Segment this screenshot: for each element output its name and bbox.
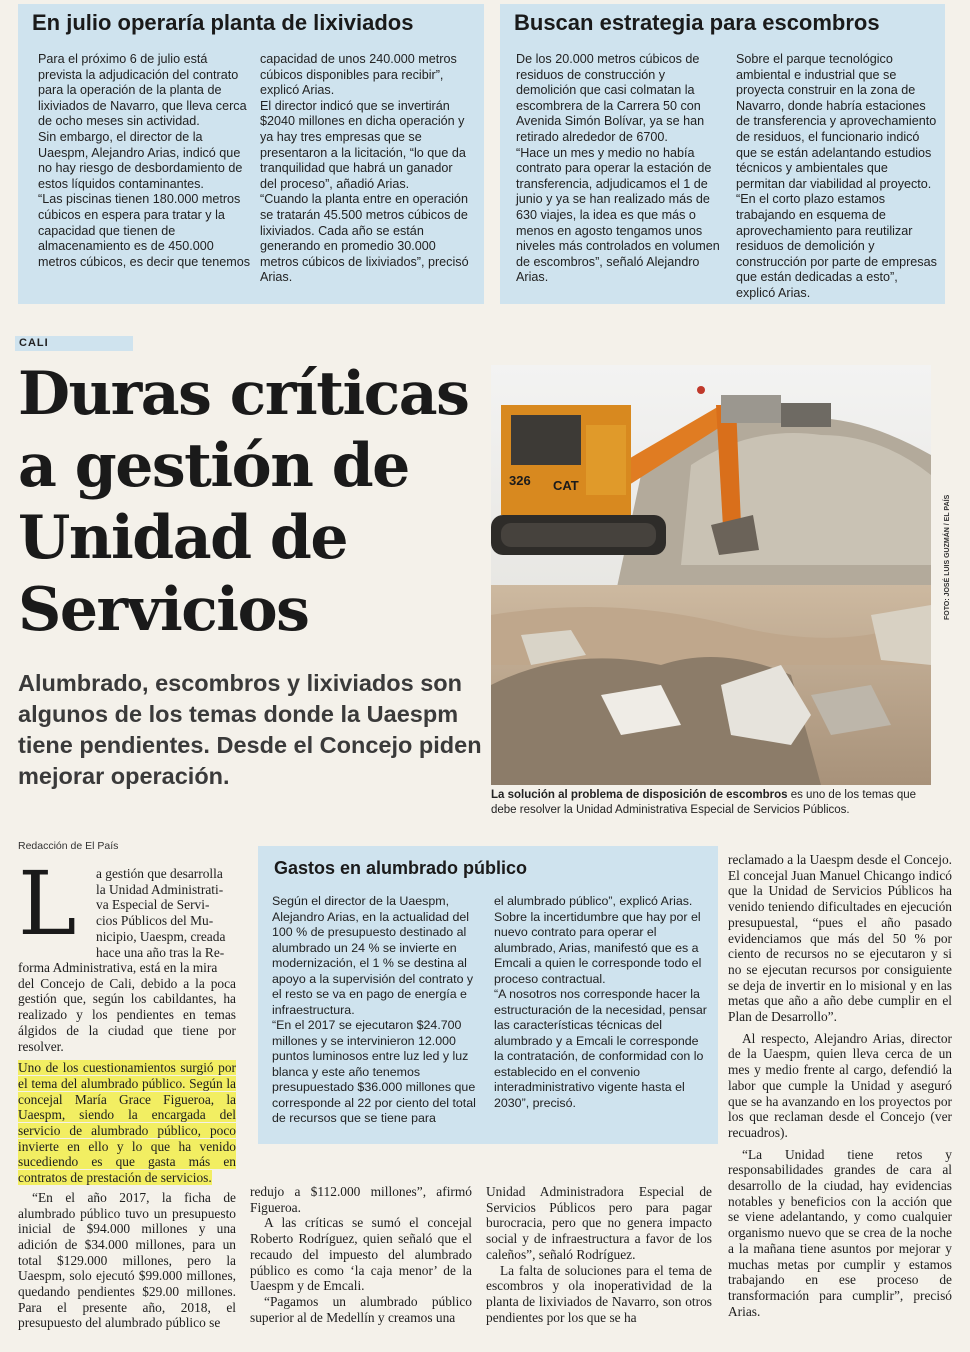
paragraph: A las críticas se sumó el concejal Roberto Rodríguez, quien señaló que el recaudo del impuesto del alumbrado público es como ‘la caja menor’ de la Uaespm y de Emcali. [250, 1215, 472, 1294]
paragraph: “A nosotros nos corresponde hacer la estructuración de la necesidad, pensar las características técnicas del alumbrado y a Emcali le corresponde la contratación, de conformidad con lo establecido en el convenio interadministrativo vigente hasta el 2030”, precisó. [494, 987, 707, 1110]
headline: Duras críticas a gestión de Unidad de Servicios [18, 359, 469, 645]
byline: Redacción de El País [18, 840, 119, 852]
drop-cap: L [18, 852, 77, 955]
lead-line: va Especial de Servi- [96, 897, 210, 913]
article-col3 [486, 1184, 712, 1325]
lead-line: nicipio, Uaespm, creada [96, 928, 226, 944]
paragraph: reclamado a la Uaespm desde el Concejo. El concejal Juan Manuel Chicango indicó que la Unidad de Servicios Públicos ha venido teniendo dificultades en ejecución presupuestal, “pues el año pasado evidenciamos que más del 50 % por ciento de recursos no se ejecutaron y si no se ejecutan recursos por consiguiente se deja de invertir en lo misional y en las metas que año a año debe cumplir en el Plan de Desarrollo”. [728, 852, 952, 1025]
article-col1 [18, 960, 236, 1331]
photo-illustration [491, 365, 931, 785]
lead-line: cios Públicos del Mu- [96, 913, 214, 929]
paragraph: La falta de soluciones para el tema de escombros y ola inoperatividad de la planta de lixiviados de Navarro, son otros pendientes por los que se ha [486, 1262, 712, 1325]
paragraph: capacidad de unos 240.000 metros cúbicos disponibles para recibir”, explicó Arias. [260, 52, 457, 98]
paragraph: Al respecto, Alejandro Arias, director de la Uaespm, quien lleva cerca de un mes y medio frente al cargo, defendió la labor que cumple la Unidad y aseguró que se ha avanzando en los proyectos por los que reclaman desde el Concejo (ver recuadros). [728, 1030, 952, 1140]
caption-bold: La solución al problema de disposición de escombros [491, 789, 788, 801]
lead-indented [96, 866, 236, 960]
deck: Alumbrado, escombros y lixiviados son algunos de los temas donde la Uaespm tiene pendientes. Desde el Concejo piden mejorar operación. [18, 670, 482, 789]
lead-line: hace una año tras la Re- [96, 944, 225, 960]
box-gastos-col2 [494, 894, 708, 1111]
paragraph: “En el 2017 se ejecutaron $24.700 millones y se intervinieron 12.000 puntos luminosos entre luz led y luz blanca y este año tenemos presupuestado $36.000 millones que corresponde al 22 por ciento del total de recursos que se tiene para [272, 1018, 476, 1125]
box-title-escombros: Buscan estrategia para escombros [514, 10, 880, 35]
paragraph: el alumbrado público”, explicó Arias. [494, 894, 693, 908]
lead-line: a gestión que desarrolla [96, 866, 223, 881]
photo-credit: FOTO: JOSÉ LUIS GUZMÁN / EL PAÍS [944, 494, 951, 620]
paragraph: Unidad Administradora Especial de Servicios Públicos pero para pagar burocracia, pero que no genera impacto social y de infraestructura a favor de los caleños”, señaló Rodríguez. [486, 1184, 712, 1262]
article-col2 [250, 1184, 472, 1325]
box-escombros-col1 [516, 52, 724, 286]
paragraph: redujo a $112.000 millones”, afirmó Figueroa. [250, 1184, 472, 1215]
paragraph: El director indicó que se invertirán $2040 millones en dicha operación y ya hay tres empresas que se presentaron a la licitación, “lo que da tranquilidad que habrá un ganador del proceso”, añadió Arias. [260, 98, 466, 191]
machine-number: 326 [509, 473, 531, 488]
lead-line: la Unidad Administrati- [96, 881, 224, 897]
highlighted-text: Uno de los cuestionamientos surgió por el tema del alumbrado público. Según la concejal María Grace Figueroa, la Uaespm, siendo la encargada del servicio de alumbrado público, poco invierte en ello y lo que ha venido sucediendo es que gasta más en contratos de prestación de servicios. [18, 1060, 236, 1186]
caption-text: es uno de los temas que debe resolver la Unidad Administrativa Especial de Servicios Públicos. [491, 789, 917, 816]
paragraph: Según el director de la Uaespm, Alejandro Arias, en la actualidad del 100 % de presupuesto destinado al alumbrado un 24 % se invierte en modernización, el 1 % se destina al apoyo a la supervisión del contrato y el resto se va en pago de energía e infraestructura. [272, 894, 474, 1017]
paragraph: del Concejo de Cali, debido a la poca gestión que, según los cabildantes, ha realizado y los pendientes en temas álgidos de la ciudad que tiene por resolver. [18, 975, 236, 1054]
paragraph: “La Unidad tiene retos y responsabilidades grandes de cara al desarrollo de la ciudad, hay evidencias notables y beneficios con la acción que se viene adelantando, y como cualquier organismo nuevo que se crea de la noche a la mañana tiene asuntos por mejorar y muchas metas por cumplir y estamos trabajando en ese proceso de transformación para cumplir”, precisó Arias. [728, 1146, 952, 1319]
box-title-gastos: Gastos en alumbrado público [274, 858, 528, 878]
paragraph: “En el año 2017, la ficha de alumbrado público tuvo un presupuesto inicial de $94.000 millones y una adición de $34.000 millones, para un total $129.000 millones, pero la Uaespm, solo ejecutó $99.000 millones, quedando pendientes $29.00 millones. Para el presente año, 2018, el presupuesto del alumbrado público se [18, 1189, 236, 1331]
paragraph: “Hace un mes y medio no había contrato para operar la estación de transferencia, adjudicamos el 1 de junio y ya se han realizado más de 630 viajes, la idea es que más o menos en agosto tengamos unos niveles más controlados en volumen de escombros”, señaló Alejandro Arias. [516, 145, 720, 285]
paragraph: “Pagamos un alumbrado público superior al de Medellín y creamos una [250, 1293, 472, 1325]
paragraph: De los 20.000 metros cúbicos de residuos de construcción y demolición que casi colmatan la escombrera de la Carrera 50 con Avenida Simón Bolívar, ya se han retirado alrededor de 6700. [516, 52, 705, 144]
box-gastos-col1 [272, 894, 482, 1127]
lead-line: forma Administrativa, está en la mira [18, 960, 218, 975]
box-title-lixiviados: En julio operaría planta de lixiviados [32, 10, 414, 35]
section-tag: CALI [15, 336, 133, 351]
box-lixiviados-col2 [260, 52, 472, 286]
sidebar-box-escombros [500, 4, 945, 304]
sidebar-box-gastos [258, 846, 718, 1144]
paragraph: “En el corto plazo estamos trabajando en esquema de aprovechamiento para reutilizar residuos de demolición y construcción por parte de empresas que están dedicadas a esto”, explicó Arias. [736, 192, 937, 300]
paragraph: Sin embargo, el director de la Uaespm, Alejandro Arias, indicó que no hay riesgo de desbordamiento de estos líquidos contaminantes. [38, 129, 243, 191]
photo-caption [491, 788, 941, 818]
box-lixiviados-col1 [38, 52, 252, 270]
paragraph: Sobre el parque tecnológico ambiental e industrial que se proyecta construir en la zona de Navarro, donde habría estaciones de transferencia y aprovechamiento de residuos, el funcionario indicó que se están adelantando estudios técnicos y ambientales que permitan dar viabilidad al proyecto. [736, 52, 937, 191]
machine-brand: CAT [553, 478, 579, 493]
box-escombros-col2 [736, 52, 938, 302]
paragraph: “Cuando la planta entre en operación se tratarán 45.500 metros cúbicos de lixiviados. Cada año se están generando en promedio 30.000 metros cúbicos de lixiviados”, precisó Arias. [260, 192, 469, 285]
highlight-paragraph [18, 1060, 236, 1186]
paragraph: “Las piscinas tienen 180.000 metros cúbicos en espera para tratar y la capacidad que tienen de almacenamiento es de 450.000 metros cúbicos, es decir que tenemos [38, 192, 251, 269]
paragraph: Sobre la incertidumbre que hay por el nuevo contrato para operar el alumbrado, Arias, manifestó que es a Emcali a quien le corresponde todo el proceso contractual. [494, 909, 702, 986]
sidebar-box-lixiviados [18, 4, 484, 304]
article-col4 [728, 852, 952, 1319]
photo-excavator-landfill [491, 365, 931, 785]
paragraph: Para el próximo 6 de julio está prevista la adjudicación del contrato para la operación de la planta de lixiviados de Navarro, que lleva cerca de ocho meses sin actividad. [38, 52, 247, 129]
